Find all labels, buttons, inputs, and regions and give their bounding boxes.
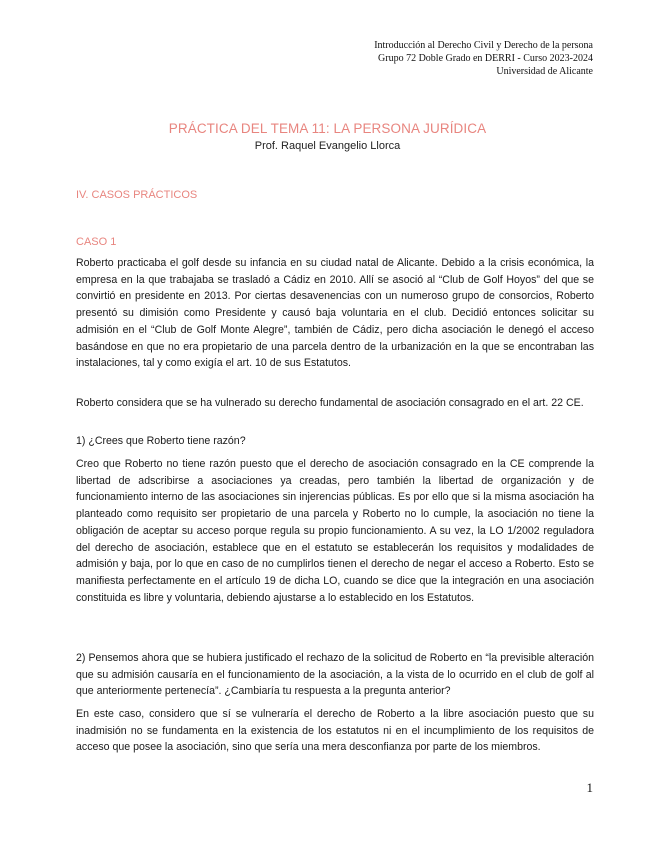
question-1: 1) ¿Crees que Roberto tiene razón? [76, 435, 246, 447]
section-heading: IV. CASOS PRÁCTICOS [76, 189, 198, 201]
author: Prof. Raquel Evangelio Llorca [254, 140, 401, 152]
header-group: Grupo 72 Doble Grado en DERRI - Curso 2023-2024 [378, 53, 593, 64]
case-heading: CASO 1 [76, 236, 117, 248]
answer-1: Creo que Roberto no tiene razón puesto que el derecho de asociación consagrado en la CE comprende la libertad de adscribirse a asociaciones ya creadas, pero también la libertad de organización y de funcionamiento interno de las asociaciones sin injerencias públicas. Es por ello que si la misma asociación ha planteado como requisito ser propietario de una parcela y Roberto no lo cumple, la asociación no tiene la obligación de aceptar su acceso porque regula su propio funcionamiento. A su vez, la LO 1/2002 reguladora del derecho de asociación, establece que en el estatuto se establecerán los requisitos y modalidades de admisión y baja, por lo que en caso de no cumplirlos tienen el derecho de negar el acceso a Roberto. Esto se manifiesta perfectamente en el artículo 19 de dicha LO, cuando se dice que la integración en una asociación constituida es libre y voluntaria, debiendo ajustarse a lo establecido en los Estatutos. [76, 458, 594, 604]
header-course: Introducción al Derecho Civil y Derecho de la persona [374, 40, 593, 51]
case-paragraph-1: Roberto practicaba el golf desde su infancia en su ciudad natal de Alicante. Debido a la crisis económica, la empresa en la que trabajaba se trasladó a Cádiz en 2010. Allí se asoció al “Club de Golf Hoyos” del que se convirtió en presidente en 2013. Por ciertas desavenencias con un numeroso grupo de consorcios, Roberto presentó su dimisión como Presidente y causó baja voluntaria en el club. Decidió entonces solicitar su admisión en el “Club de Golf Monte Alegre”, también de Cádiz, pero dicha asociación le denegó el acceso basándose en que no era propietario de una parcela dentro de la urbanización en la que se encontraban las instalaciones, tal y como exigía el art. 10 de sus Estatutos. [76, 257, 594, 370]
question-2: 2) Pensemos ahora que se hubiera justificado el rechazo de la solicitud de Roberto en “la previsible alteración que su admisión causaría en el funcionamiento de la asociación, a la vista de lo ocurrido en el club de golf al que anteriormente pertenecía”. ¿Cambiaría tu respuesta a la pregunta anterior? [76, 652, 594, 698]
page-number: 1 [586, 780, 593, 795]
document-header [374, 39, 593, 78]
header-university: Universidad de Alicante [496, 66, 593, 77]
answer-2: En este caso, considero que sí se vulneraría el derecho de Roberto a la libre asociación puesto que su inadmisión no se fundamenta en la existencia de los estatutos ni en el incumplimiento de los requisitos de acceso que posee la asociación, sino que sería una mera desconfianza por parte de los miembros. [76, 708, 594, 754]
page-title: PRÁCTICA DEL TEMA 11: LA PERSONA JURÍDICA [168, 121, 487, 136]
case-paragraph-2: Roberto considera que se ha vulnerado su derecho fundamental de asociación consagrado en el art. 22 CE. [76, 397, 584, 409]
